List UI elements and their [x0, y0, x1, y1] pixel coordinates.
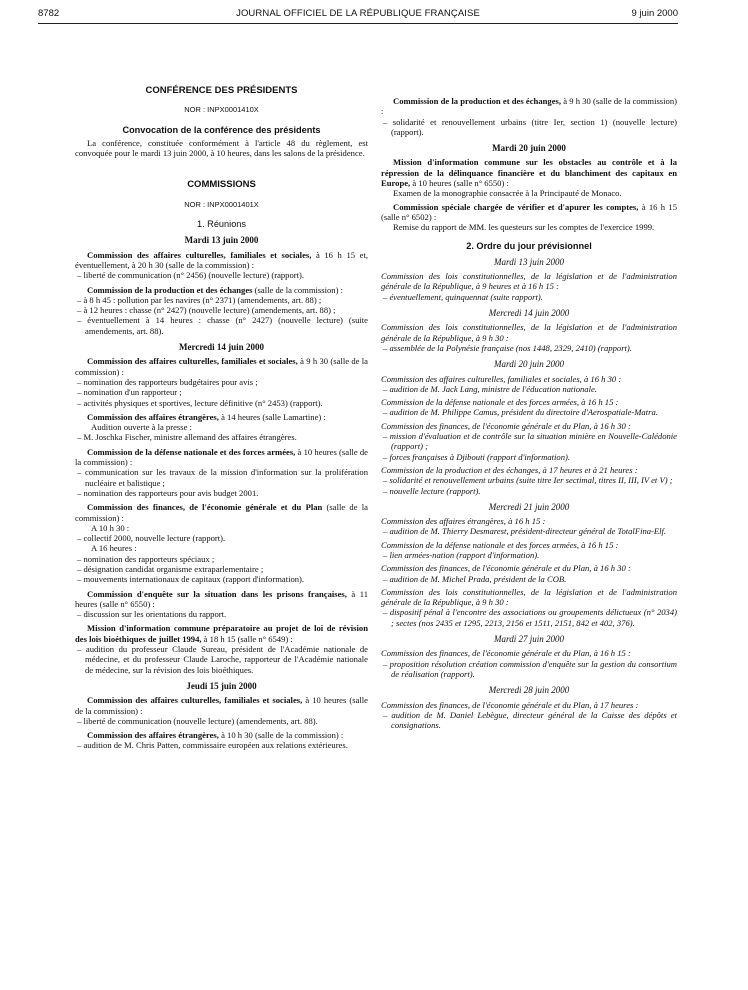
agenda-item: – forces françaises à Djibouti (rapport d'information). — [383, 451, 570, 462]
agenda-item: – éventuellement, quinquennat (suite rapport). — [383, 291, 543, 302]
day-heading: Mardi 20 juin 2000 — [494, 359, 564, 370]
commission-name: Mission d'information commune préparatoire au projet de loi de révision des lois bioéthiques de juillet 1994, — [75, 623, 368, 644]
commission-entry — [75, 447, 368, 468]
day-heading: Mercredi 21 juin 2000 — [488, 501, 570, 512]
commission-entry — [75, 412, 368, 422]
commission-entry: Commission de la production et des échanges, à 17 heures et à 21 heures : — [381, 464, 638, 475]
agenda-item: – mouvements internationaux de capitaux (rapport d'information). — [77, 574, 305, 585]
left-agenda — [75, 235, 368, 750]
commission-entry: Commission des finances, de l'économie générale et du Plan, à 17 heures : — [381, 699, 639, 710]
commission-schedule: à 14 heures (salle Lamartine) : — [218, 411, 326, 422]
commission-entry: Commission de la défense nationale et des forces armées, à 16 h 15 : — [381, 539, 619, 550]
commission-entry — [381, 202, 677, 223]
day-heading: Jeudi 15 juin 2000 — [186, 680, 257, 691]
commission-entry: Commission des lois constitutionnelles, de la législation et de l'administration générale de la République, à 9 heures et à 16 h 15 : — [381, 271, 677, 292]
agenda-item: – dispositif pénal à l'encontre des associations ou groupements délictueux (n° 2034) ; sectes (nos 2435 et 1295, 2213, 2156 et 1511, 2151, 842 et 402, 376). — [383, 607, 677, 628]
agenda-item: – nomination des rapporteurs pour avis budget 2001. — [77, 487, 259, 498]
commission-name: Mission d'information commune sur les obstacles au contrôle et à la répression de la délinquance financière et du blanchiment des capitaux en Europe, — [381, 157, 677, 189]
agenda-item: – activités physiques et sportives, lecture définitive (n° 2453) (rapport). — [77, 397, 323, 408]
journal-title: JOURNAL OFFICIEL DE LA RÉPUBLIQUE FRANÇAISE — [236, 8, 480, 19]
day-heading: Mardi 13 juin 2000 — [494, 256, 564, 267]
commission-name: Commission de la production et des échanges — [87, 284, 253, 295]
reunions-title: 1. Réunions — [196, 219, 247, 230]
agenda-item: – nomination d'un rapporteur ; — [77, 387, 182, 398]
commission-entry — [75, 695, 368, 716]
commission-entry — [75, 589, 368, 610]
commission-schedule: à 10 heures (salle de la commission) : — [75, 446, 368, 468]
section-title: 2. Ordre du jour prévisionnel — [466, 240, 592, 251]
right-column — [381, 93, 677, 730]
agenda-item: – nouvelle lecture (rapport). — [383, 485, 481, 496]
commission-name: Commission de la défense nationale et des forces armées, — [87, 446, 296, 457]
day-heading: Mardi 27 juin 2000 — [494, 634, 564, 645]
commission-entry: Commission des finances, de l'économie générale et du Plan, à 16 h 30 : — [381, 420, 631, 431]
agenda-text: Remise du rapport de MM. les questeurs sur les comptes de l'exercice 1999. — [393, 222, 655, 233]
commission-name: Commission d'enquête sur la situation dans les prisons françaises, — [87, 588, 347, 599]
convocation-title: Convocation de la conférence des présidents — [122, 124, 321, 135]
commission-schedule: (salle de la commission) : — [75, 502, 368, 523]
commission-name: Commission des affaires culturelles, familiales et sociales, — [87, 695, 303, 706]
agenda-item: – M. Joschka Fischer, ministre allemand des affaires étrangères. — [77, 432, 297, 443]
commission-name: Commission des affaires étrangères, — [87, 730, 219, 741]
commission-entry: Commission des finances, de l'économie générale et du Plan, à 16 h 15 : — [381, 648, 631, 659]
running-header — [38, 8, 678, 22]
commission-schedule: à 18 h 15 (salle n° 6549) : — [201, 633, 293, 644]
commission-schedule: à 10 h 30 (salle de la commission) : — [218, 730, 344, 741]
commission-schedule: à 9 h 30 (salle de la commission) : — [381, 96, 677, 117]
commission-entry — [75, 623, 368, 644]
agenda-item: – collectif 2000, nouvelle lecture (rapport). — [77, 533, 226, 544]
convocation-body: La conférence, constituée conformément à l'article 48 du règlement, est convoquée pour le mardi 13 juin 2000, à 10 heures, dans les salons de la présidence. — [75, 137, 368, 159]
agenda-subheading: Audition ouverte à la presse : — [91, 422, 192, 433]
agenda-item: – nomination des rapporteurs spéciaux ; — [77, 553, 215, 564]
commission-schedule: à 9 h 30 (salle de la commission) : — [75, 356, 368, 377]
agenda-item: – mission d'évaluation et de contrôle sur la situation minière en Nouvelle-Calédonie (rapport) ; — [383, 431, 677, 452]
commission-entry: Commission des finances, de l'économie générale et du Plan, à 16 h 30 : — [381, 563, 631, 574]
issue-date: 9 juin 2000 — [631, 8, 678, 19]
header-rule — [38, 23, 678, 24]
agenda-item: – à 12 heures : chasse (n° 2427) (nouvelle lecture) (amendements, art. 88) ; — [77, 305, 336, 316]
page-number: 8782 — [38, 8, 60, 19]
agenda-item: – liberté de communication (nouvelle lecture) (amendements, art. 88). — [77, 715, 318, 726]
commission-entry — [75, 250, 368, 271]
agenda-item: – audition de M. Michel Prada, président de la COB. — [383, 573, 567, 584]
commission-entry — [75, 502, 368, 523]
commission-entry — [381, 96, 677, 117]
commission-name: Commission de la production et des échanges, — [393, 96, 562, 106]
day-heading: Mercredi 14 juin 2000 — [488, 308, 570, 319]
commission-name: Commission des affaires culturelles, familiales et sociales, — [87, 356, 298, 367]
agenda-item: – audition de M. Philippe Camus, président du directoire d'Aerospatiale-Matra. — [383, 407, 658, 418]
agenda-item: – proposition résolution création commission d'enquête sur la gestion du consortium de réalisation (rapport). — [383, 658, 677, 679]
agenda-item: – à 8 h 45 : pollution par les navires (n° 2371) (amendements, art. 88) ; — [77, 294, 322, 305]
commission-entry — [75, 356, 368, 377]
commission-schedule: à 10 heures (salle n° 6550) : — [410, 178, 509, 189]
commission-name: Commission des affaires culturelles, familiales et sociales, — [87, 249, 312, 260]
day-heading: Mercredi 14 juin 2000 — [179, 342, 264, 353]
day-heading: Mardi 20 juin 2000 — [492, 143, 566, 154]
commission-entry: Commission de la défense nationale et des forces armées, à 16 h 15 : — [381, 397, 619, 408]
agenda-item: – éventuellement à 14 heures : chasse (n° 2427) (nouvelle lecture) (suite amendements, art. 88). — [77, 315, 368, 336]
commission-schedule: à 16 h 15 et, éventuellement, à 20 h 30 (salle de la commission) : — [75, 249, 368, 270]
commissions-title: COMMISSIONS — [187, 179, 256, 191]
agenda-item: – audition de M. Jack Lang, ministre de l'éducation nationale. — [383, 383, 597, 394]
agenda-subheading: A 10 h 30 : — [91, 522, 130, 533]
day-heading: Mercredi 28 juin 2000 — [488, 685, 570, 696]
commission-schedule: à 11 heures (salle n° 6550) : — [75, 588, 369, 609]
agenda-item: – audition de M. Thierry Desmarest, président-directeur général de TotalFina-Elf. — [383, 526, 667, 537]
right-agenda — [381, 96, 677, 730]
commission-schedule: (salle de la commission) : — [252, 284, 343, 295]
commission-schedule: à 10 heures (salle de la commission) : — [75, 695, 368, 716]
left-column — [75, 86, 368, 751]
commission-entry: Commission des affaires étrangères, à 16 h 15 : — [381, 516, 546, 527]
commission-entry: Commission des lois constitutionnelles, de la législation et de l'administration générale de la République, à 9 h 30 : — [381, 586, 677, 608]
commission-entry — [381, 157, 677, 188]
commission-name: Commission spéciale chargée de vérifier et d'apurer les comptes, — [393, 201, 639, 212]
commission-name: Commission des affaires étrangères, — [87, 411, 219, 422]
agenda-subheading: A 16 heures : — [91, 543, 137, 554]
agenda-item: – discussion sur les orientations du rapport. — [77, 609, 227, 620]
commission-entry — [75, 285, 368, 295]
agenda-item: – communication sur les travaux de la mission d'information sur la prolifération nucléaire et balistique ; — [77, 467, 368, 488]
agenda-text: Examen de la monographie consacrée à la Principauté de Monaco. — [393, 188, 622, 199]
commission-name: Commission des finances, de l'économie générale et du Plan — [87, 502, 323, 513]
agenda-item: – solidarité et renouvellement urbains (suite titre Ier sectimal, titres II, III, IV et V) ; — [383, 475, 673, 486]
agenda-item: – audition de M. Daniel Lebègue, directeur général de la Caisse des dépôts et consignations. — [383, 709, 677, 731]
commission-schedule: à 16 h 15 (salle n° 6502) : — [381, 201, 677, 222]
commission-entry: Commission des affaires culturelles, familiales et sociales, à 16 h 30 : — [381, 373, 622, 384]
agenda-item: – solidarité et renouvellement urbains (titre Ier, section 1) (nouvelle lecture) (rapport). — [383, 116, 677, 137]
agenda-item: – lien armées-nation (rapport d'information). — [383, 549, 540, 560]
commissions-nor: NOR : INPX0001401X — [184, 199, 259, 209]
agenda-item: – audition du professeur Claude Sureau, président de l'Académie nationale de médecine, et du professeur Claude Laroche, rapporteur de l'Académie nationale de médecine, sur la révision des lois bioéthiques. — [77, 644, 368, 675]
day-heading: Mardi 13 juin 2000 — [184, 235, 259, 246]
agenda-item: – assemblée de la Polynésie française (nos 1448, 2329, 2410) (rapport). — [383, 342, 632, 353]
agenda-item: – désignation candidat organisme extraparlementaire ; — [77, 563, 264, 574]
commission-entry: Commission des lois constitutionnelles, de la législation et de l'administration générale de la République, à 9 h 30 : — [381, 322, 677, 343]
conference-title: CONFÉRENCE DES PRÉSIDENTS — [145, 85, 298, 96]
commission-entry — [75, 730, 368, 740]
agenda-item: – nomination des rapporteurs budgétaires pour avis ; — [77, 376, 258, 387]
agenda-item: – liberté de communication (n° 2456) (nouvelle lecture) (rapport). — [77, 270, 305, 281]
agenda-item: – audition de M. Chris Patten, commissaire européen aux relations extérieures. — [77, 740, 348, 751]
conference-nor: NOR : INPX0001410X — [184, 105, 259, 115]
